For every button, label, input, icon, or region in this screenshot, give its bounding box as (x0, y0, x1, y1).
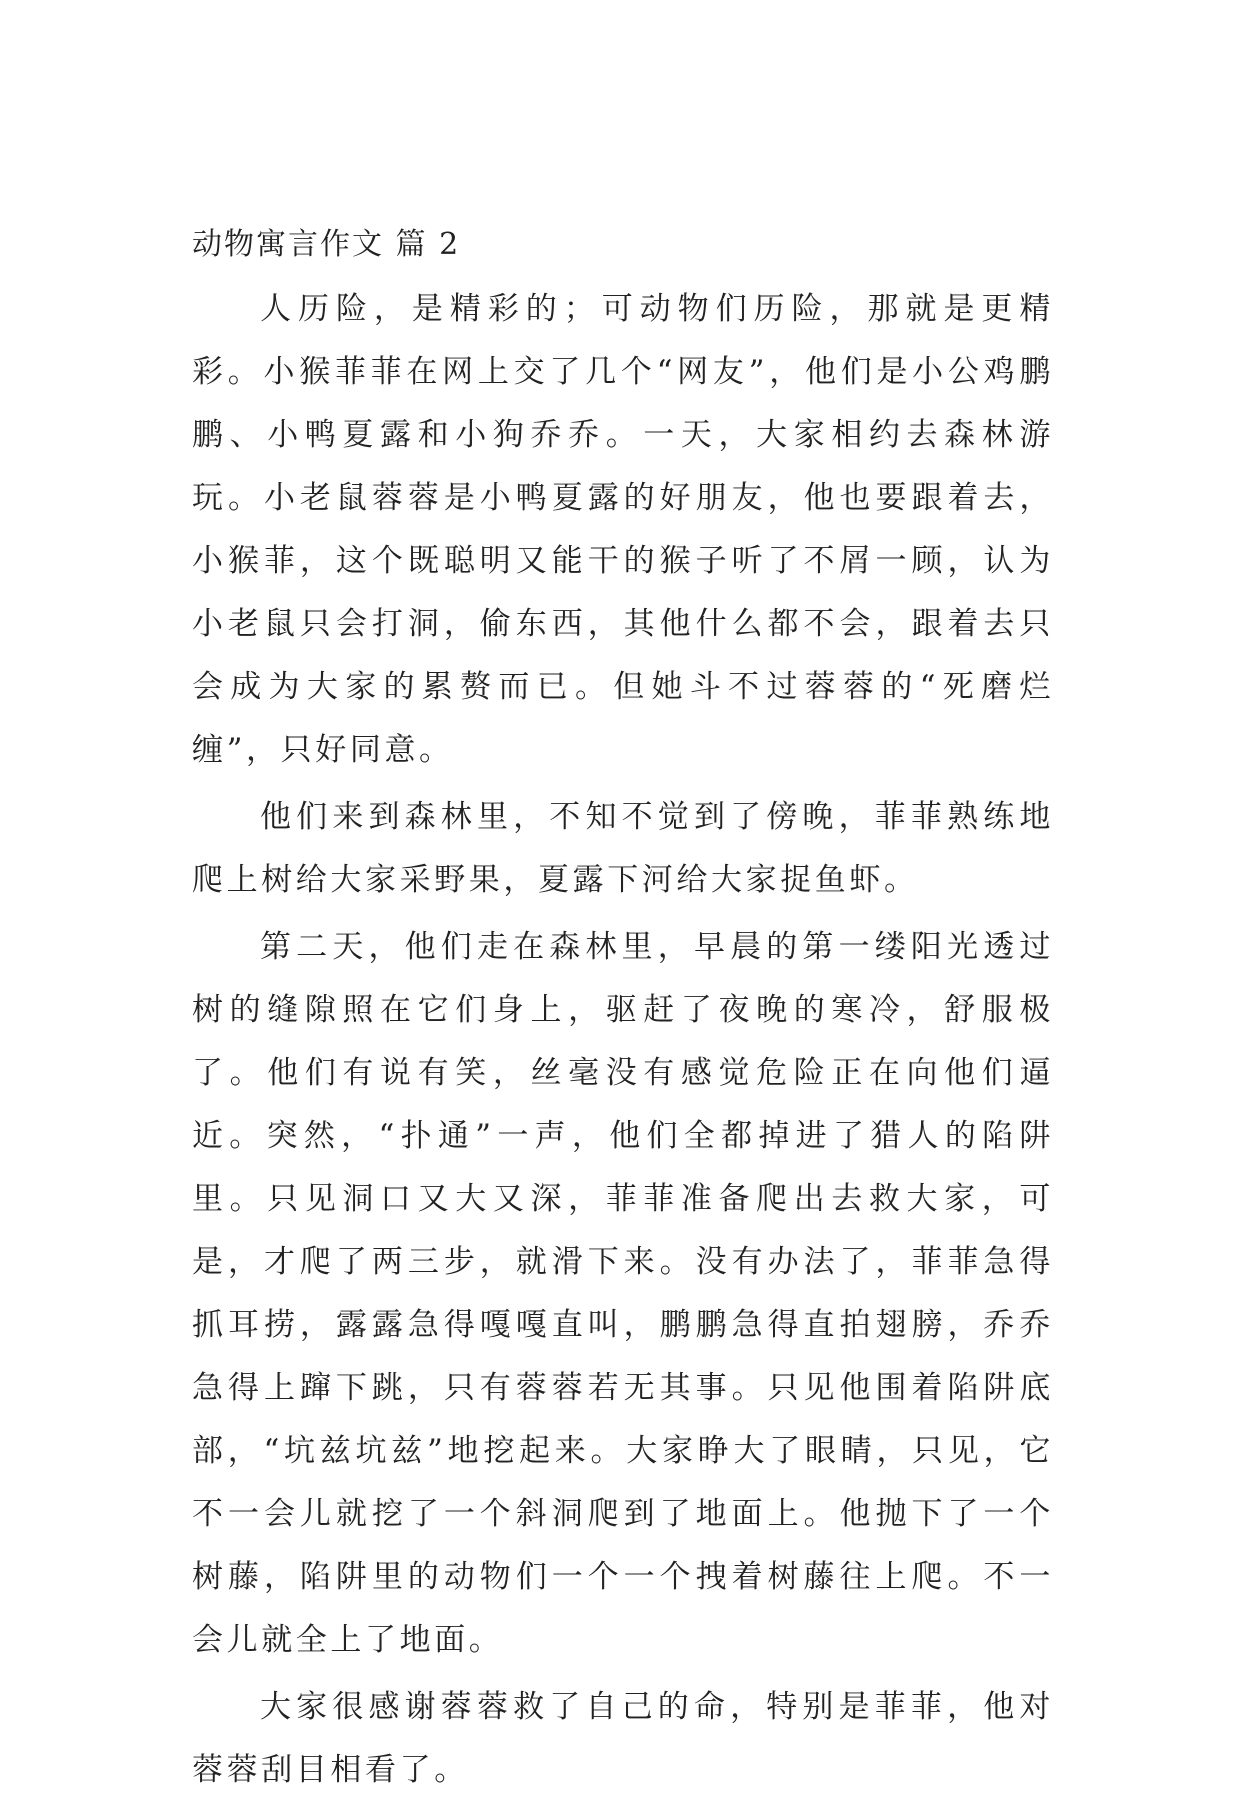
document-body (192, 222, 1054, 1806)
document-heading: 动物寓言作文 篇 2 (192, 227, 461, 262)
paragraph-2: 他们来到森林里，不知不觉到了傍晚，菲菲熟练地爬上树给大家采野果，夏露下河给大家捉鱼虾。 (192, 799, 1054, 898)
paragraph-3: 第二天，他们走在森林里，早晨的第一缕阳光透过树的缝隙照在它们身上，驱赶了夜晚的寒冷，舒服极了。他们有说有笑，丝毫没有感觉危险正在向他们逼近。突然，“扑通”一声，他们全都掉进了猎人的陷阱里。只见洞口又大又深，菲菲准备爬出去救大家，可是，才爬了两三步，就滑下来。没有办法了，菲菲急得抓耳捞，露露急得嘎嘎直叫，鹏鹏急得直拍翅膀，乔乔急得上蹿下跳，只有蓉蓉若无其事。只见他围着陷阱底部，“坑兹坑兹”地挖起来。大家睁大了眼睛，只见，它不一会儿就挖了一个斜洞爬到了地面上。他抛下了一个树藤，陷阱里的动物们一个一个拽着树藤往上爬。不一会儿就全上了地面。 (192, 929, 1054, 1658)
paragraph-4: 大家很感谢蓉蓉救了自己的命，特别是菲菲，他对蓉蓉刮目相看了。 (192, 1689, 1054, 1788)
paragraph-1: 人历险，是精彩的；可动物们历险，那就是更精彩。小猴菲菲在网上交了几个“网友”，他们是小公鸡鹏鹏、小鸭夏露和小狗乔乔。一天，大家相约去森林游玩。小老鼠蓉蓉是小鸭夏露的好朋友，他也要跟着去，小猴菲，这个既聪明又能干的猴子听了不屑一顾，认为小老鼠只会打洞，偷东西，其他什么都不会，跟着去只会成为大家的累赘而已。但她斗不过蓉蓉的“死磨烂缠”，只好同意。 (192, 291, 1054, 768)
